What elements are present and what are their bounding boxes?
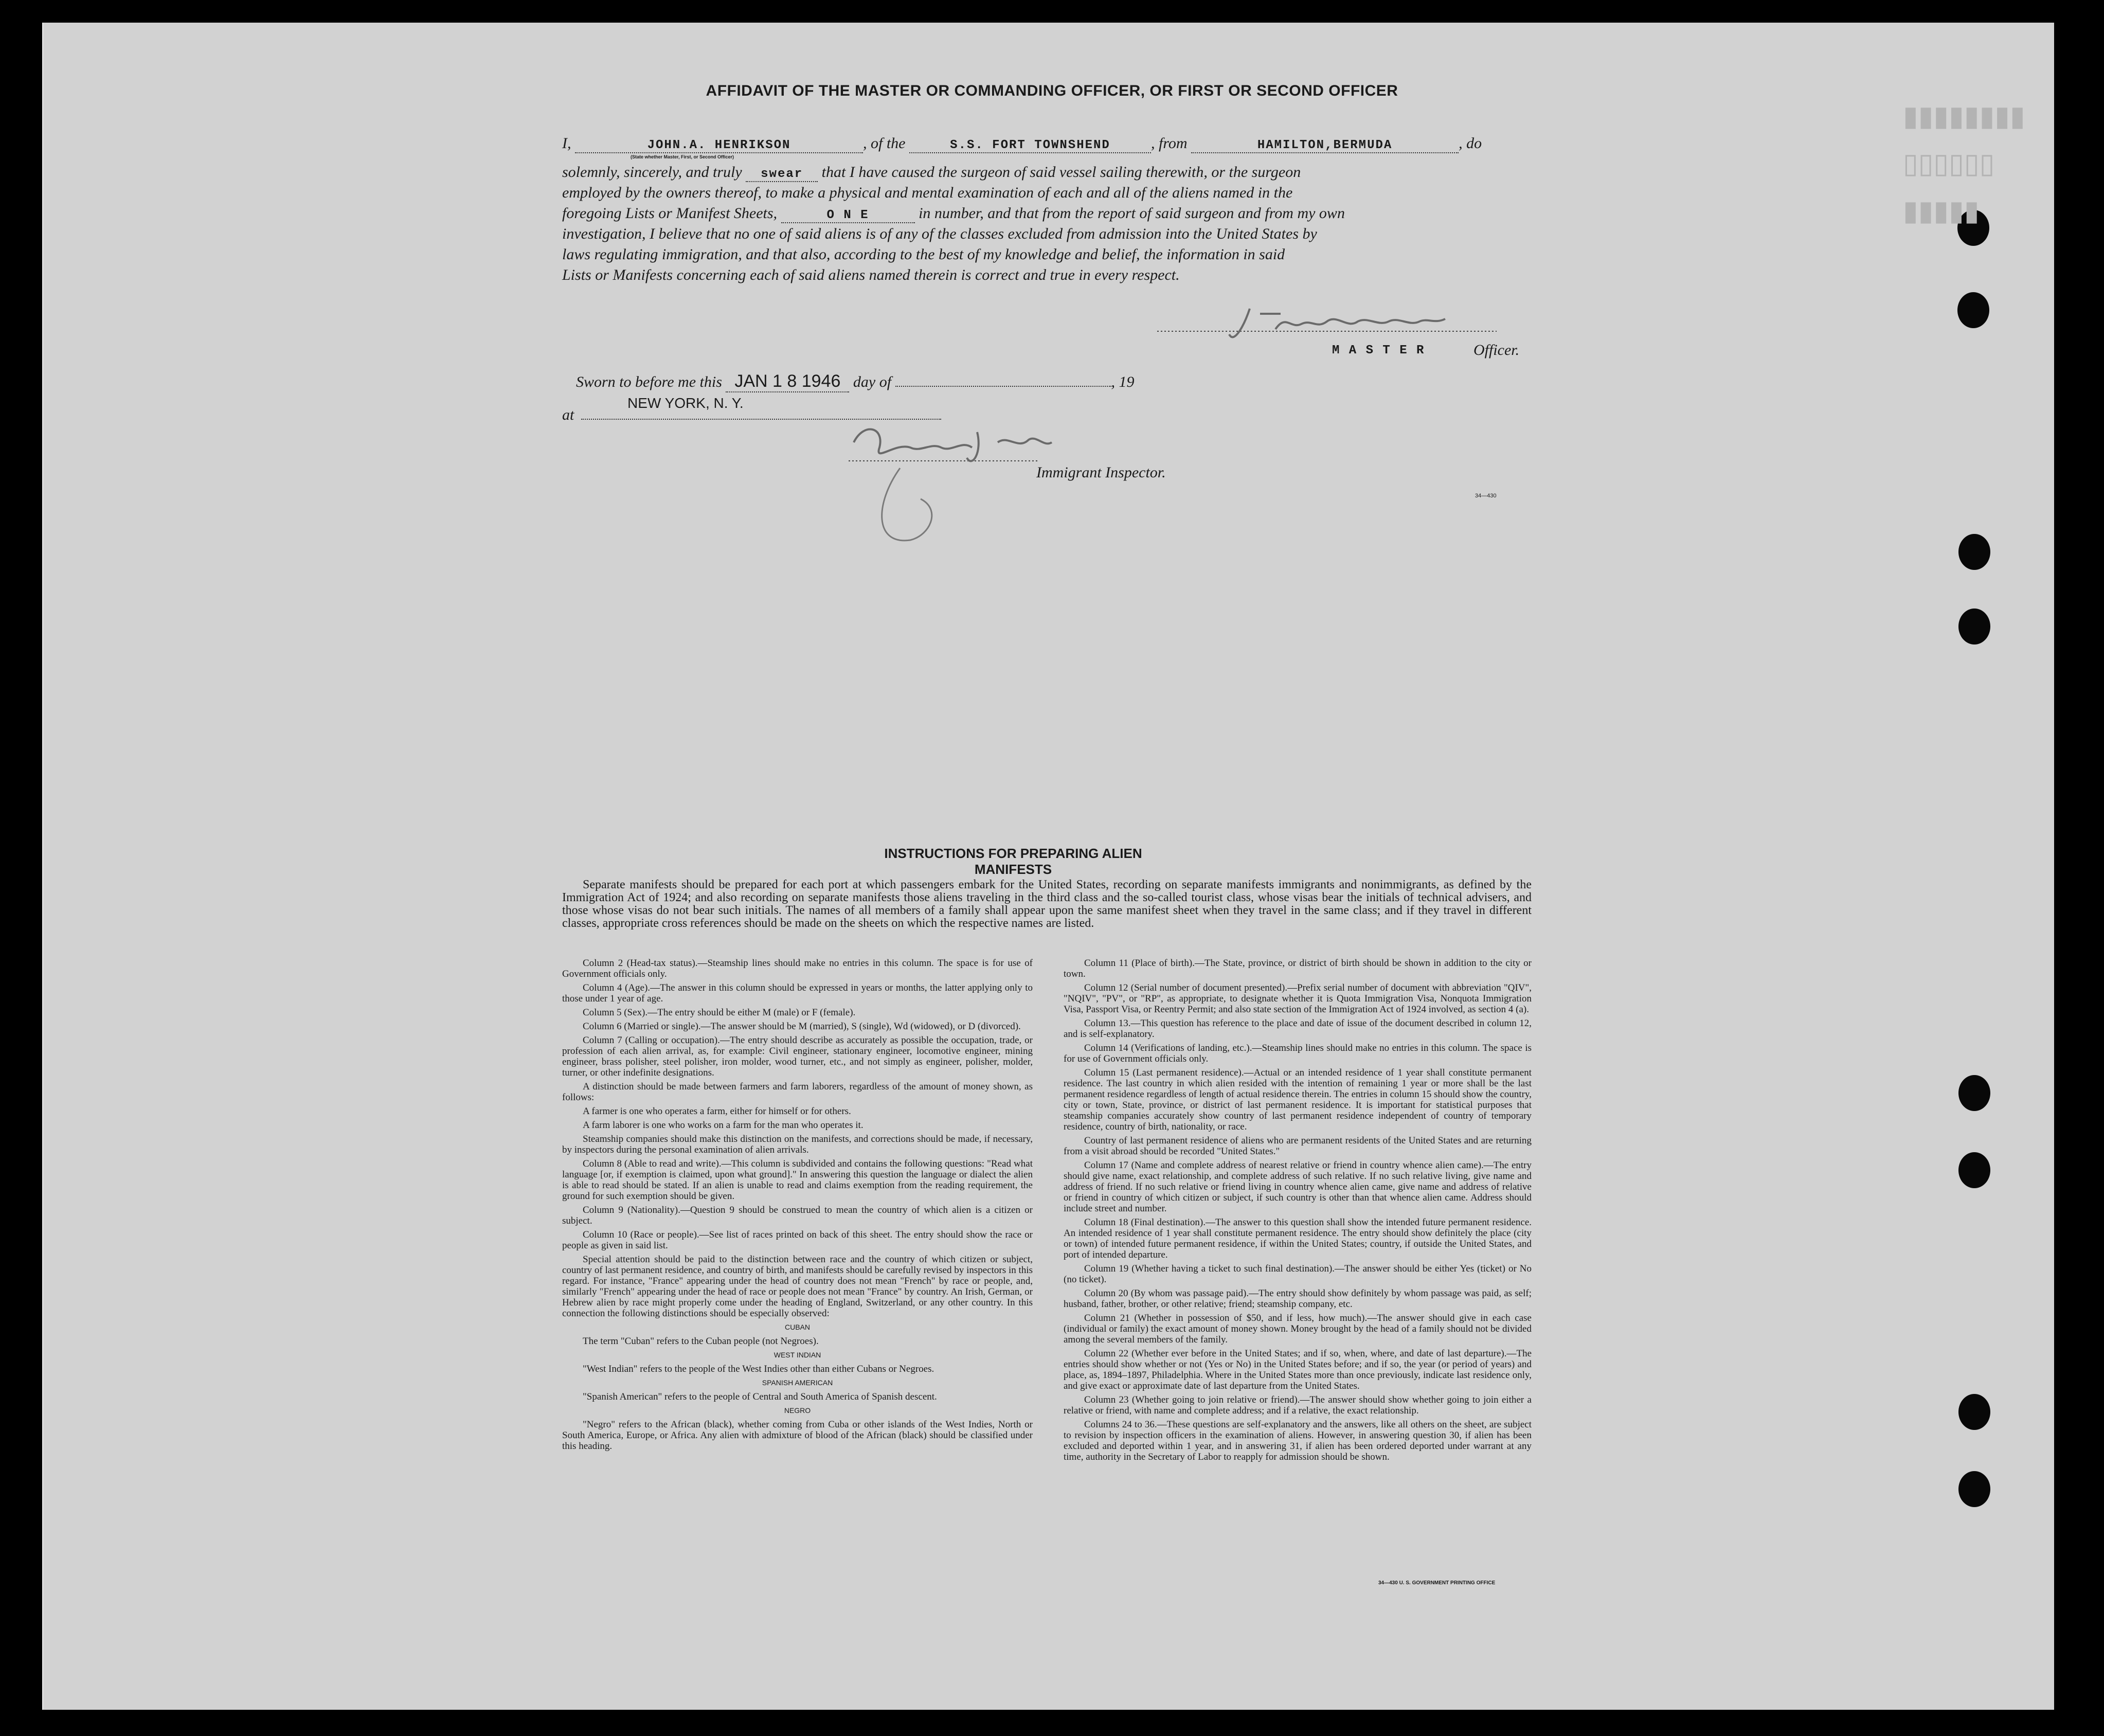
vessel-field: S.S. FORT TOWNSHEND xyxy=(909,138,1151,153)
punch-hole xyxy=(1958,1394,1990,1430)
form-number: 34—430 xyxy=(1475,493,1497,499)
master-signature xyxy=(1157,298,1497,355)
punch-hole xyxy=(1957,292,1989,328)
inspector-signature xyxy=(843,411,1101,566)
place-stamp: NEW YORK, N. Y. xyxy=(627,395,744,411)
inspector-label: Immigrant Inspector. xyxy=(1036,464,1166,481)
place-label: at xyxy=(562,406,574,423)
affidavit-line-1: I, JOHN.A. HENRIKSON , of the S.S. FORT TOWNSHEND , from HAMILTON,BERMUDA , do xyxy=(562,135,1482,152)
affidavit-line-4: foregoing Lists or Manifest Sheets, O N E in number, and that from the report of said surgeon and from my own xyxy=(562,205,1345,222)
affidavit-line-7: Lists or Manifests concerning each of said aliens named therein is correct and true in every respect. xyxy=(562,266,1180,283)
negro-heading: NEGRO xyxy=(784,1406,811,1415)
officer-name-field: JOHN.A. HENRIKSON xyxy=(575,138,863,153)
west-indian-heading: WEST INDIAN xyxy=(774,1351,821,1359)
punch-hole xyxy=(1958,1075,1990,1111)
port-field: HAMILTON,BERMUDA xyxy=(1191,138,1459,153)
oath-field: swear xyxy=(746,167,818,182)
officer-label: Officer. xyxy=(1473,342,1520,359)
punch-hole xyxy=(1958,1152,1990,1188)
show-through-text: ▮▮▮▮▮▮▮▮ ▯▯▯▯▯▯ ▮▮▮▮▮ xyxy=(1903,101,2025,226)
instructions-intro: Separate manifests should be prepared for each port at which passengers embark for the United States, recording on separate manifests immigrants and nonimmigrants, as defined by the Immigration Act of 1924; and also recording on separate manifests those aliens traveling in the third class and the so-called tourist class, whose visas bear the initials of technical advisers, and those whose visas do not bear such initials. The names of all members of a family shall appear upon the same manifest sheet when they travel in the same class; and if they travel in different classes, appropriate cross references should be made on the sheets on which the respective names are listed. xyxy=(562,878,1532,930)
printing-office-footer: 34—430 U. S. GOVERNMENT PRINTING OFFICE xyxy=(1378,1580,1496,1586)
punch-hole xyxy=(1958,1471,1990,1507)
punch-hole xyxy=(1958,609,1990,645)
spanish-american-heading: SPANISH AMERICAN xyxy=(762,1379,833,1387)
punch-hole xyxy=(1958,534,1990,570)
month-field xyxy=(895,386,1111,387)
affidavit-title: AFFIDAVIT OF THE MASTER OR COMMANDING OFFICER, OR FIRST OR SECOND OFFICER xyxy=(706,82,1398,99)
officer-rank: M A S T E R xyxy=(1332,344,1425,357)
sheet-count-field: O N E xyxy=(781,208,915,223)
officer-rank-note: (State whether Master, First, or Second Officer) xyxy=(631,154,734,159)
instructions-right-column: Column 11 (Place of birth).—The State, province, or district of birth should be shown in addition to the city or town. Column 12 (Serial number of document presented).—Prefix serial number of document with abbreviation "QIV", "NQIV", "PV", or "RP", as appropriate, to designate whether it is Quota Immigration Visa, Nonquota Immigration Visa, Passport Visa, or Reentry Permit; and also state section of the Immigration Act of 1924 involved, as section 4 (a). Column 13.—This question has reference to the place and date of issue of the document described in column 12, and is self-explanatory. Column 14 (Verifications of landing, etc.).—Steamship lines should make no entries in this column. The space is for use of Government officials only. Column 15 (Last permanent residence).—Actual or an intended residence of 1 year shall constitute permanent residence. The last country in which alien resided with the intention of remaining 1 year or more shall be the last permanent residence regardless of length of actual residence therein. The entries in column 15 should show the country, city or town, State, province, or district of last permanent residence. It is important for statistical purposes that steamship companies accurately show country of last permanent residence independent of country of temporary residence, country of birth, nationality, or race. Country of last permanent residence of aliens who are permanent residents of the United States and are returning from a visit abroad should be recorded "United States." Column 17 (Name and complete address of nearest relative or friend in country whence alien came).—The entry should give name, exact relationship, and complete address of such relative. If no such relative living, give name and address of friend. If no such relative or friend living in country whence alien came, give name and address of relative or friend in country of which citizen or subject, if such country is other than that whence alien came. Address should include street and number. Column 18 (Final destination).—The answer to this question shall show the intended future permanent residence. An intended residence of 1 year shall constitute permanent residence. The entry should show definitely the place (city or town) of intended future permanent residence, if within the United States; country, if outside the United States, and port of intended departure. Column 19 (Whether having a ticket to such final destination).—The answer should be either Yes (ticket) or No (no ticket). Column 20 (By whom was passage paid).—The entry should show definitely by whom passage was paid, as self; husband, father, brother, or other relative; friend; steamship company, etc. Column 21 (Whether in possession of $50, and if less, how much).—The answer should give in each case (individual or family) the exact amount of money shown. Money brought by the head of a family should not be divided among the several members of the family. Column 22 (Whether ever before in the United States; and if so, when, where, and date of last departure).—The entries should show whether or not (Yes or No) in the United States before; and if so, the year (or period of years) and place, as, 1894–1897, Philadelphia. Where in the United States more than once previously, indicate last residence only, and give exact or approximate date of last departure from the United States. Column 23 (Whether going to join relative or friend).—The answer should show whether going to join either a relative or friend, with name and complete address; and if a relative, the exact relationship. Columns 24 to 36.—These questions are self-explanatory and the answers, like all others on the sheet, are subject to revision by inspection officers in the examination of aliens. However, in answering question 30, if alien has been excluded and deported within 1 year, and in answering 31, if alien has been ordered deported under warrant at any time, authority in the Secretary of Labor to reapply for admission should be shown. xyxy=(1064,958,1532,1462)
affidavit-line-3: employed by the owners thereof, to make a physical and mental examination of each and all of the aliens named in the xyxy=(562,184,1293,201)
instructions-left-column: Column 2 (Head-tax status).—Steamship lines should make no entries in this column. The space is for use of Government officials only. Column 4 (Age).—The answer in this column should be expressed in years or months, the latter applying only to those under 1 year of age. Column 5 (Sex).—The entry should be either M (male) or F (female). Column 6 (Married or single).—The answer should be M (married), S (single), Wd (widowed), or D (divorced). Column 7 (Calling or occupation).—The entry should describe as accurately as possible the occupation, trade, or profession of each alien arrival, as, for example: Civil engineer, stationary engineer, locomotive engineer, mining engineer, brass polisher, steel polisher, iron molder, wood turner, etc., and not simply as engineer, polisher, molder, turner, or other indefinite designations. A distinction should be made between farmers and farm laborers, regardless of the amount of money shown, as follows: A farmer is one who operates a farm, either for himself or for others. A farm laborer is one who works on a farm for the man who operates it. Steamship companies should make this distinction on the manifests, and corrections should be made, if necessary, by inspectors during the personal examination of alien arrivals. Column 8 (Able to read and write).—This column is subdivided and contains the following questions: "Read what language [or, if exemption is claimed, upon what ground]." In answering this question the language or dialect the alien is able to read should be stated. If an alien is unable to read and claims exemption from the reading requirement, the ground for such exemption should be given. Column 9 (Nationality).—Question 9 should be construed to mean the country of which alien is a citizen or subject. Column 10 (Race or people).—See list of races printed on back of this sheet. The entry should show the race or people as given in said list. Special attention should be paid to the distinction between race and the country of which citizen or subject, country of last permanent residence, and country of birth, and manifests should be carefully revised by inspectors in this regard. For instance, "France" appearing under the head of country does not mean "French" by race or people, and, similarly "French" appearing under the head of race or people does not mean "France" by country. An Irish, German, or Hebrew alien by race might properly come under the heading of England, Switzerland, or any other country. In this connection the following distinctions should be especially observed: CUBAN The term "Cuban" refers to the Cuban people (not Negroes). WEST INDIAN "West Indian" refers to the people of the West Indies other than either Cubans or Negroes. SPANISH AMERICAN "Spanish American" refers to the people of Central and South America of Spanish descent. NEGRO "Negro" refers to the African (black), whether coming from Cuba or other islands of the West Indies, North or South America, Europe, or Africa. Any alien with admixture of blood of the African (black) should be classified under this heading. xyxy=(562,958,1033,1452)
sworn-line: Sworn to before me this JAN 1 8 1946 day of , 19 xyxy=(576,371,1135,392)
affidavit-line-5: investigation, I believe that no one of said aliens is of any of the classes excluded from admission into the United States by xyxy=(562,225,1317,242)
affidavit-line-6: laws regulating immigration, and that also, according to the best of my knowledge and belief, the information in said xyxy=(562,246,1285,263)
cuban-heading: CUBAN xyxy=(784,1323,810,1331)
instructions-title: INSTRUCTIONS FOR PREPARING ALIEN MANIFESTS xyxy=(884,846,1142,877)
affidavit-line-2: solemnly, sincerely, and truly swear that I have caused the surgeon of said vessel sailing therewith, or the surgeon xyxy=(562,164,1301,181)
sworn-date-stamp: JAN 1 8 1946 xyxy=(726,371,849,392)
